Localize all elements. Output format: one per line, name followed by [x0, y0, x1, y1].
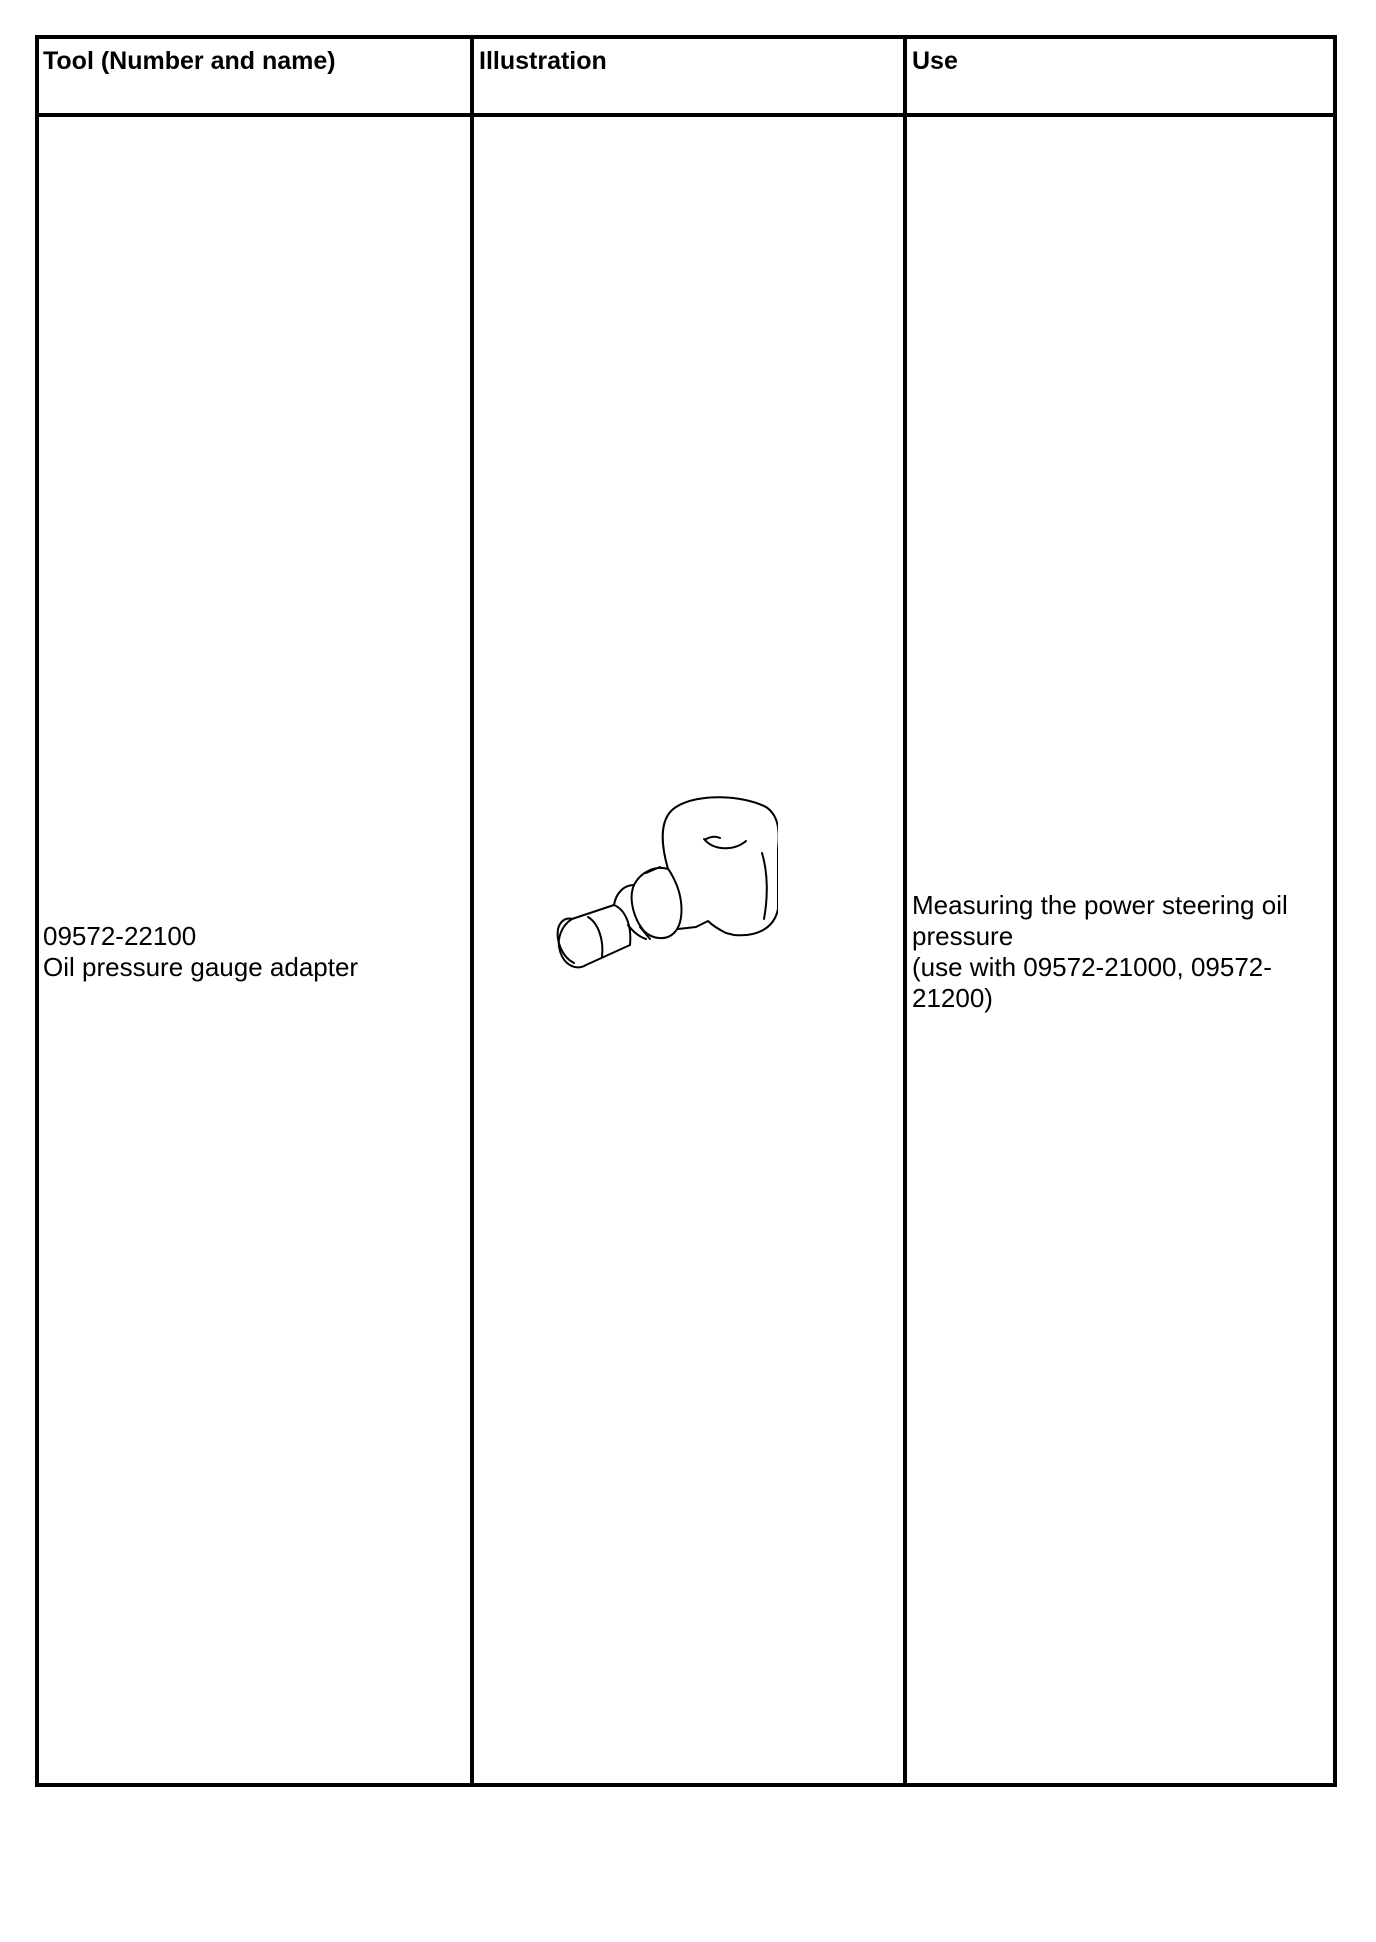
use-cell [912, 890, 1288, 1014]
column-divider-2 [903, 39, 907, 1783]
use-line-4: 21200) [912, 983, 993, 1013]
header-divider [39, 113, 1333, 117]
use-line-2: pressure [912, 921, 1014, 951]
use-line-1: Measuring the power steering oil [912, 890, 1288, 920]
header-use: Use [912, 47, 958, 75]
tool-number: 09572-22100 [43, 921, 197, 951]
use-line-3: (use with 09572-21000, 09572- [912, 952, 1272, 982]
header-tool: Tool (Number and name) [43, 47, 336, 75]
tool-cell [43, 921, 358, 983]
header-illustration: Illustration [479, 47, 607, 75]
oil-pressure-gauge-adapter-drawing [528, 789, 778, 989]
tool-name: Oil pressure gauge adapter [43, 952, 359, 982]
column-divider-1 [470, 39, 474, 1783]
